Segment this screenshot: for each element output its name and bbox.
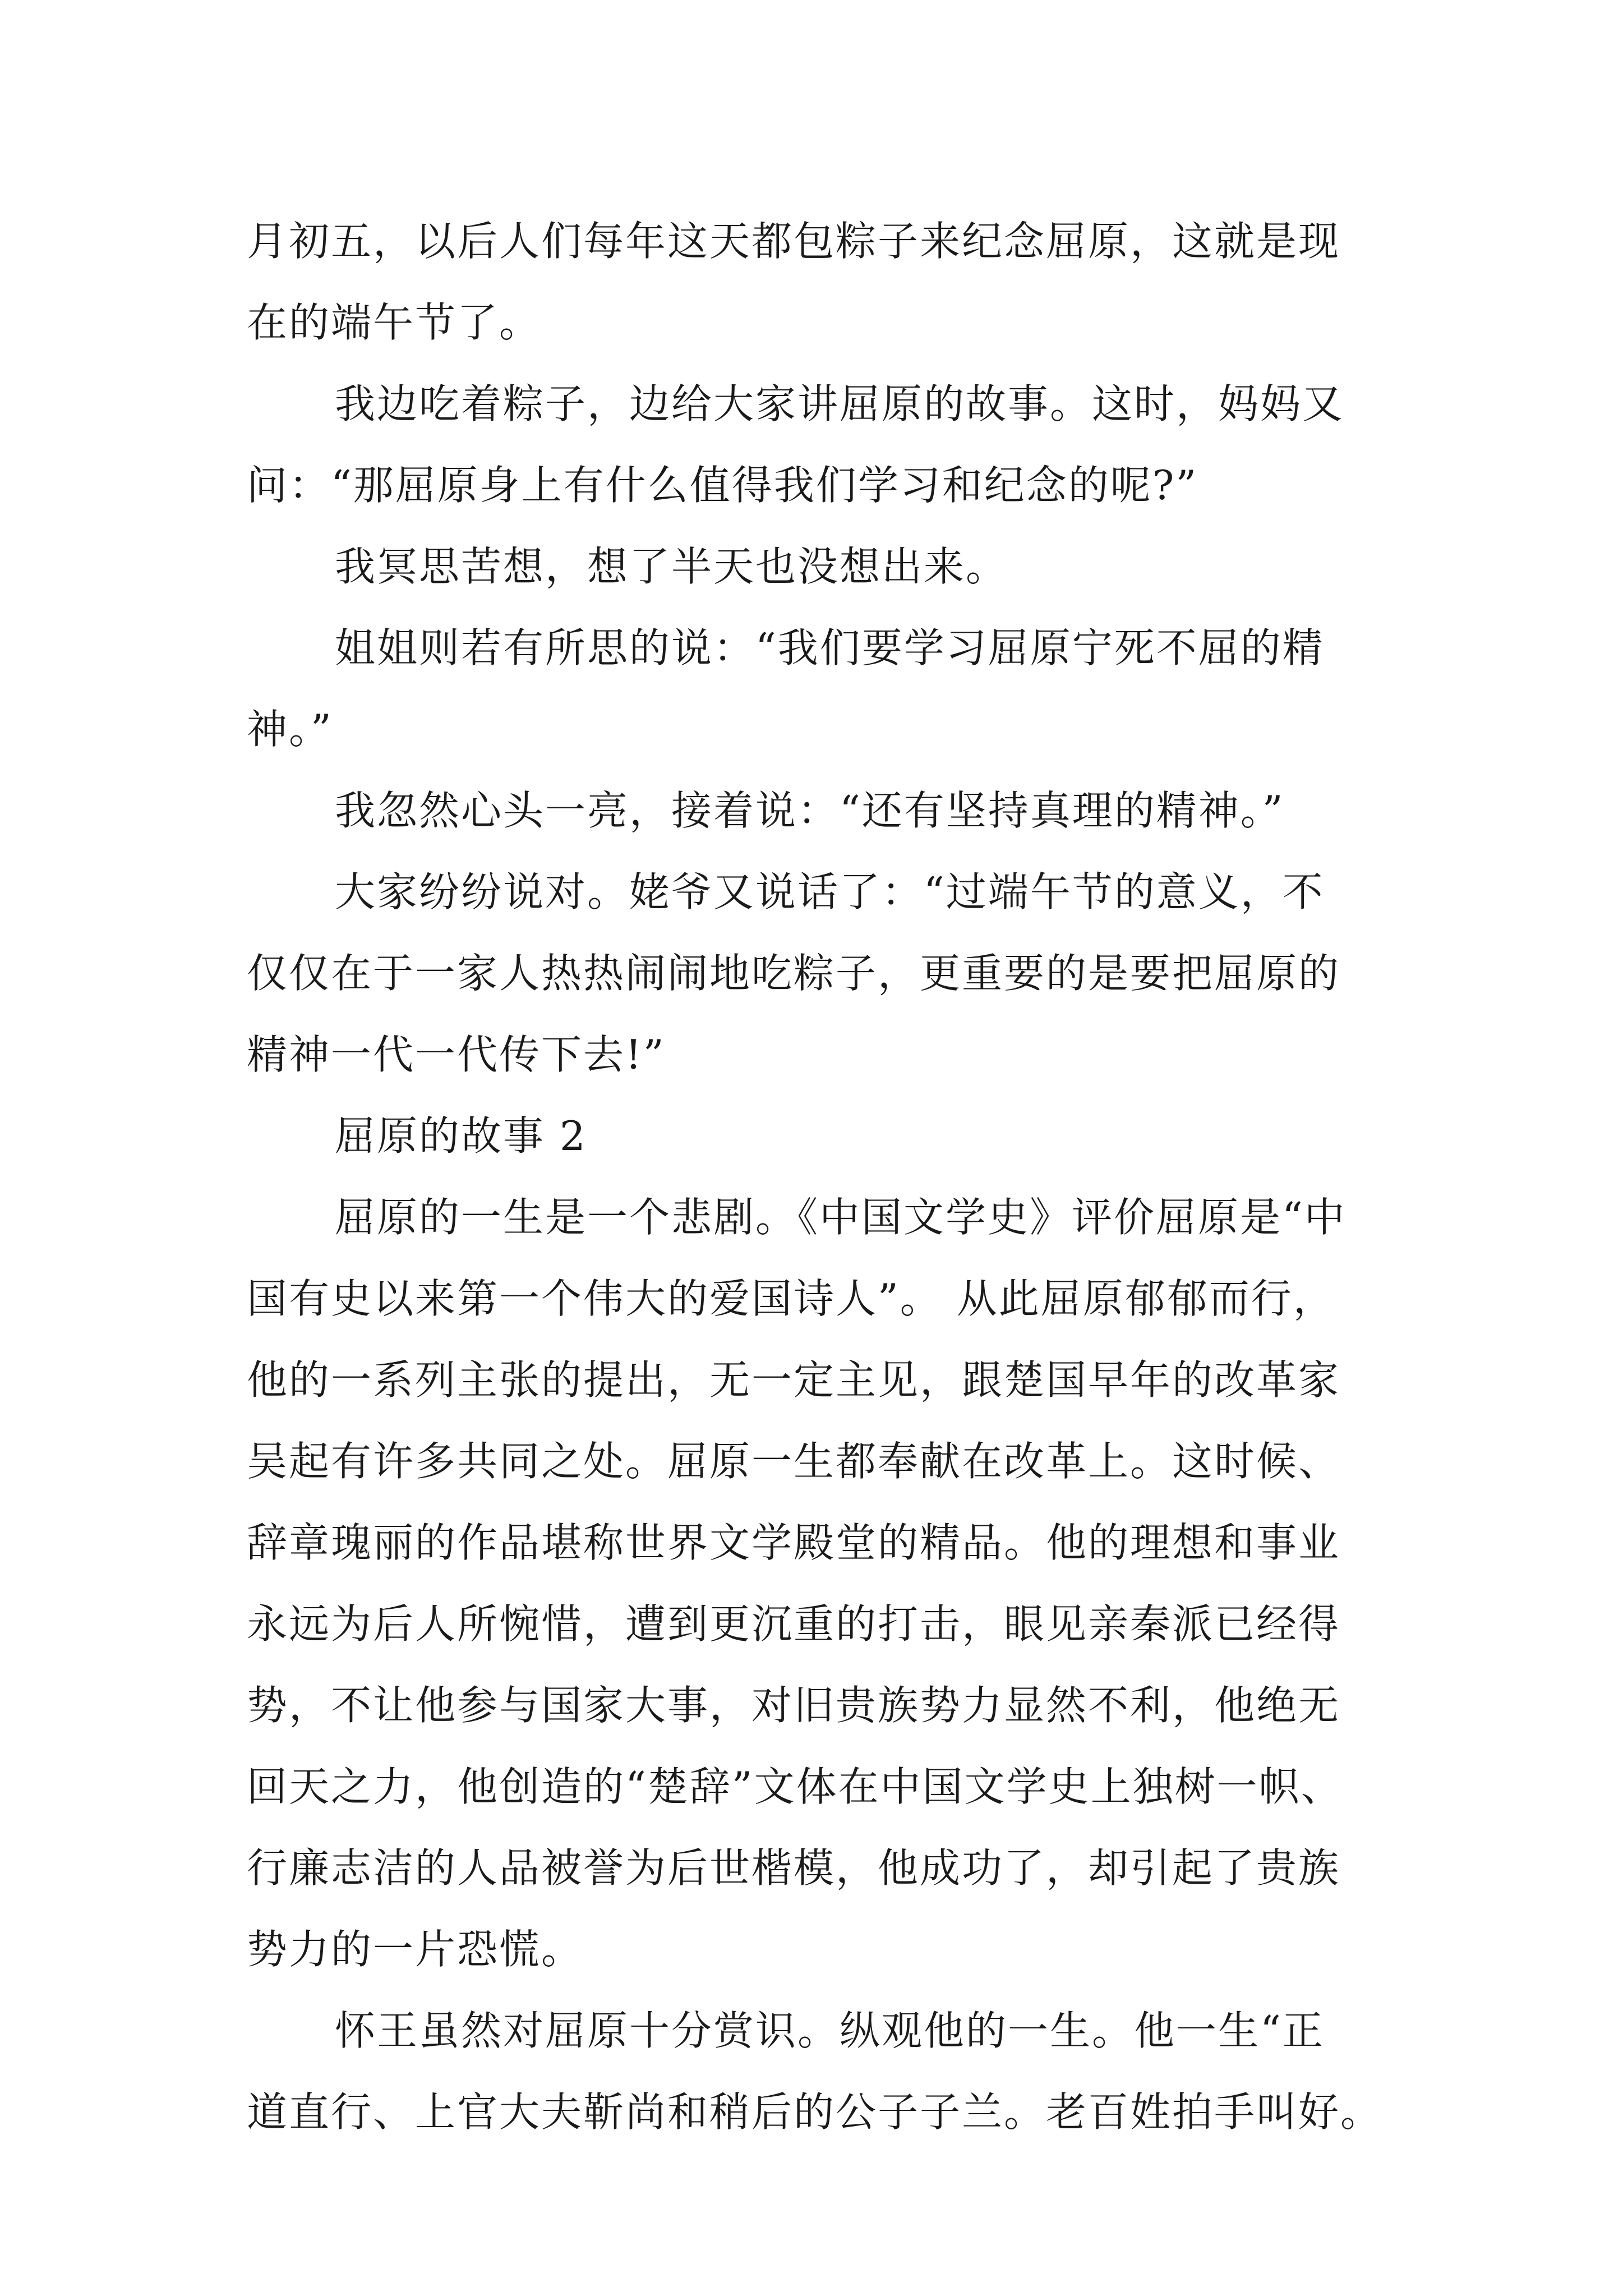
text-line: 问：“那屈原身上有什么值得我们学习和纪念的呢?” [247, 462, 1198, 509]
text-line: 姐姐则若有所思的说：“我们要学习屈原宁死不屈的精 [335, 624, 1325, 671]
text-line: 在的端午节了。 [247, 299, 542, 346]
text-line: 势，不让他参与国家大事，对旧贵族势力显然不利，他绝无 [247, 1682, 1341, 1729]
text-line: 他的一系列主张的提出，无一定主见，跟楚国早年的改革家 [247, 1356, 1341, 1404]
text-line: 神。” [247, 706, 333, 753]
text-line: 国有史以来第一个伟大的爱国诗人”。 从此屈原郁郁而行， [247, 1275, 1335, 1322]
text-line: 回天之力，他创造的“楚辞”文体在中国文学史上独树一帜、 [247, 1763, 1343, 1810]
text-line: 势力的一片恐慌。 [247, 1926, 584, 1973]
text-line: 永远为后人所惋惜，遭到更沉重的打击，眼见亲秦派已经得 [247, 1600, 1341, 1648]
text-line: 月初五，以后人们每年这天都包粽子来纪念屈原，这就是现 [247, 218, 1341, 265]
text-line: 我忽然心头一亮，接着说：“还有坚持真理的精神。” [335, 787, 1285, 834]
text-line: 仅仅在于一家人热热闹闹地吃粽子，更重要的是要把屈原的 [247, 950, 1341, 997]
text-line: 行廉志洁的人品被誉为后世楷模，他成功了，却引起了贵族 [247, 1844, 1341, 1892]
text-line: 屈原的一生是一个悲剧。《中国文学史》评价屈原是“中 [335, 1194, 1347, 1241]
text-line: 辞章瑰丽的作品堪称世界文学殿堂的精品。他的理想和事业 [247, 1519, 1341, 1566]
text-line: 我冥思苦想，想了半天也没想出来。 [335, 543, 1008, 590]
text-line: 怀王虽然对屈原十分赏识。纵观他的一生。他一生“正 [335, 2007, 1325, 2054]
text-line: 道直行、上官大夫靳尚和稍后的公子子兰。老百姓拍手叫好。 [247, 2088, 1383, 2136]
text-line: 大家纷纷说对。姥爷又说话了：“过端午节的意义，不 [335, 868, 1325, 915]
text-line: 我边吃着粽子，边给大家讲屈原的故事。这时，妈妈又 [335, 380, 1345, 427]
section-heading: 屈原的故事 2 [335, 1112, 587, 1159]
text-line: 吴起有许多共同之处。屈原一生都奉献在改革上。这时候、 [247, 1438, 1341, 1485]
text-line: 精神一代一代传下去!” [247, 1031, 666, 1078]
